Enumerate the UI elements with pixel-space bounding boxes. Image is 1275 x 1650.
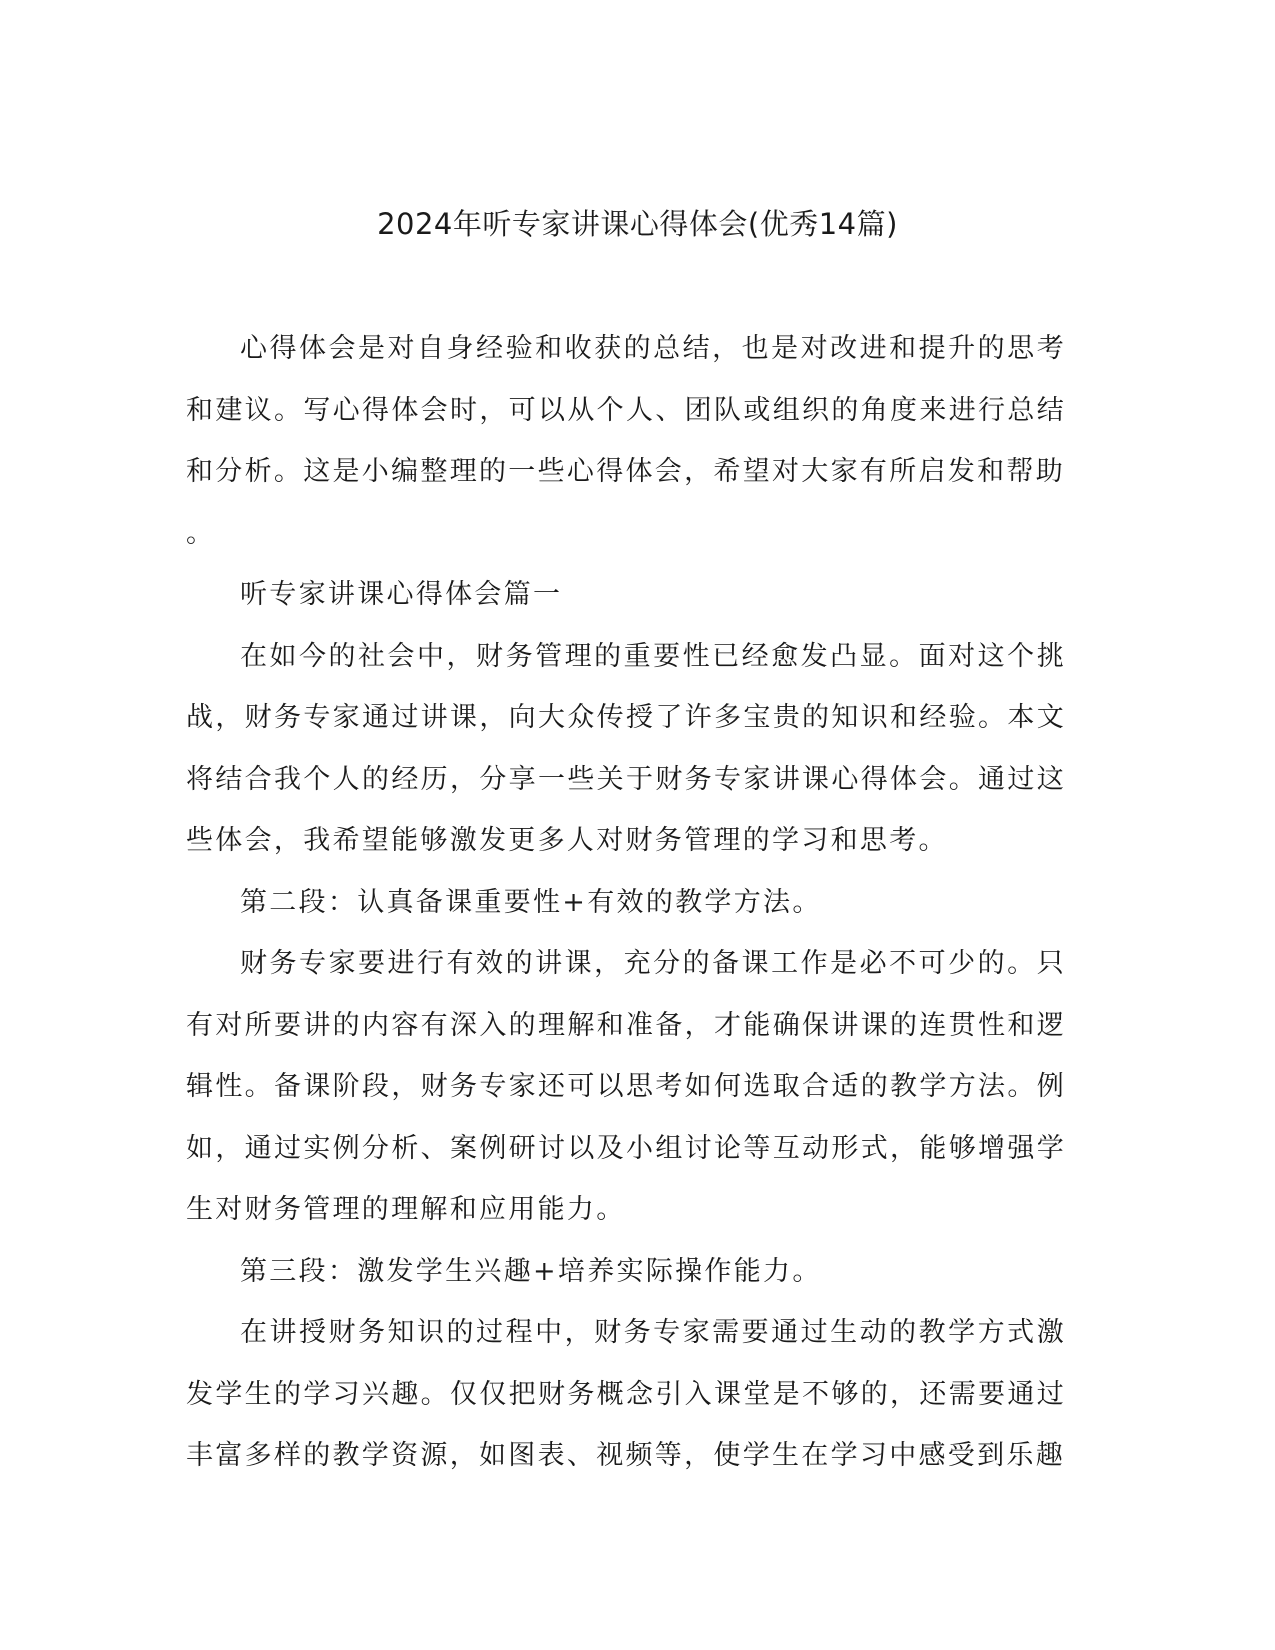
paragraph-1: 在如今的社会中，财务管理的重要性已经愈发凸显。面对这个挑战，财务专家通过讲课，向大众传授了许多宝贵的知识和经验。本文将结合我个人的经历，分享一些关于财务专家讲课心得体会。通过这些体会，我希望能够激发更多人对财务管理的学习和思考。 xyxy=(186,640,1066,856)
intro-trailing-punctuation: 。 xyxy=(186,517,213,549)
paragraph-2: 财务专家要进行有效的讲课，充分的备课工作是必不可少的。只有对所要讲的内容有深入的理解和准备，才能确保讲课的连贯性和逻辑性。备课阶段，财务专家还可以思考如何选取合适的教学方法。例如，通过实例分析、案例研讨以及小组讨论等互动形式，能够增强学生对财务管理的理解和应用能力。 xyxy=(186,948,1066,1225)
section-heading: 听专家讲课心得体会篇一 xyxy=(240,579,563,610)
document-title: 2024年听专家讲课心得体会(优秀14篇) xyxy=(377,207,898,241)
document-body xyxy=(186,318,1066,1487)
heading-3: 第三段：激发学生兴趣+培养实际操作能力。 xyxy=(240,1255,822,1287)
heading-2: 第二段：认真备课重要性+有效的教学方法。 xyxy=(240,886,822,918)
paragraph-3: 在讲授财务知识的过程中，财务专家需要通过生动的教学方式激发学生的学习兴趣。仅仅把财务概念引入课堂是不够的，还需要通过丰富多样的教学资源，如图表、视频等，使学生在学习中感受到乐趣 xyxy=(186,1317,1066,1471)
intro-paragraph: 心得体会是对自身经验和收获的总结，也是对改进和提升的思考和建议。写心得体会时，可以从个人、团队或组织的角度来进行总结和分析。这是小编整理的一些心得体会，希望对大家有所启发和帮助 xyxy=(186,333,1066,487)
